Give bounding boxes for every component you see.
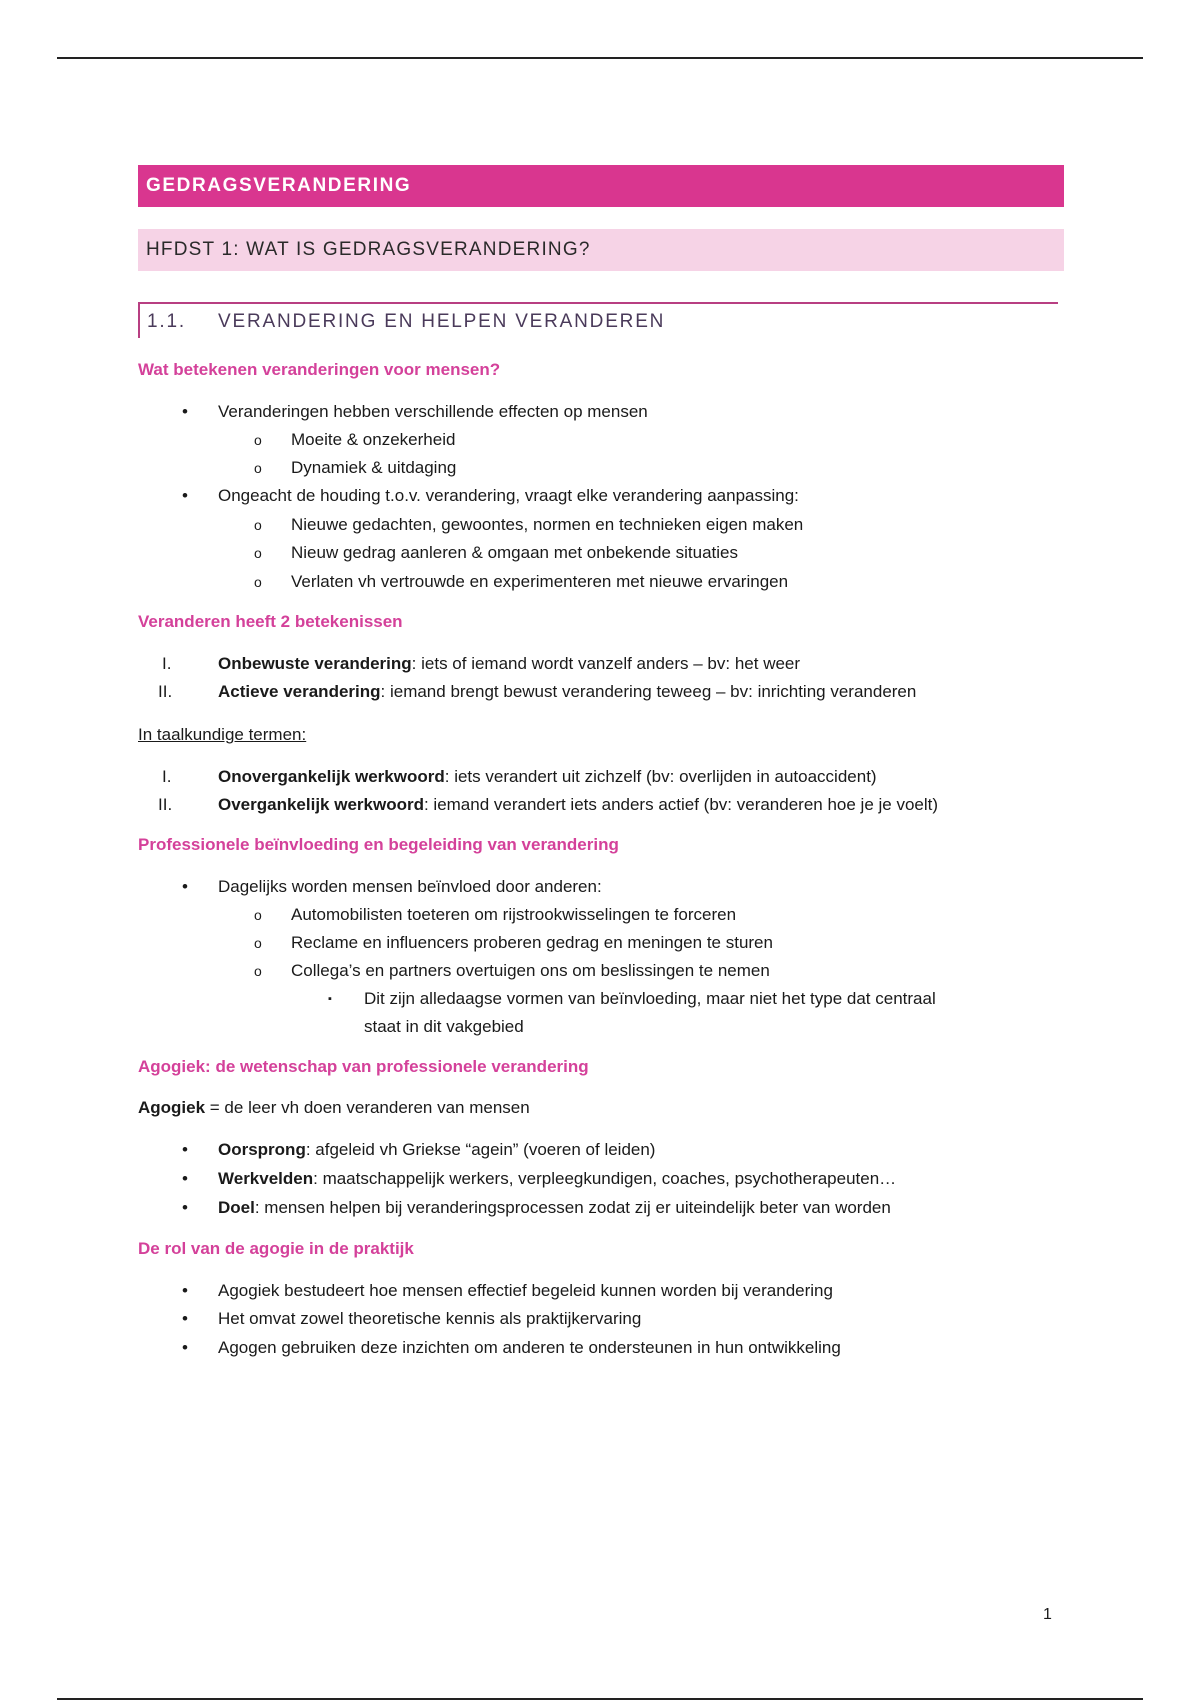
list-item: ▪ Dit zijn alledaagse vormen van beïnvloeding, maar niet het type dat centraal [328,989,936,1008]
circle-marker: o [254,460,262,476]
roman-numeral: I. [162,767,172,786]
bullet-marker: • [182,1281,188,1300]
list-item: II. Overgankelijk werkwoord: iemand verandert iets anders actief (bv: veranderen hoe je je voelt) [158,795,939,814]
list-item: o Nieuwe gedachten, gewoontes, normen en technieken eigen maken [254,515,804,534]
heading-two-meanings: Veranderen heeft 2 betekenissen [138,612,403,631]
list-item-continuation: staat in dit vakgebied [364,1017,524,1036]
subheading-language-terms: In taalkundige termen: [138,725,307,744]
list-item: I. Onbewuste verandering: iets of iemand wordt vanzelf anders – bv: het weer [162,654,801,673]
list-item: o Dynamiek & uitdaging [254,458,457,477]
list-item: I. Onovergankelijk werkwoord: iets verandert uit zichzelf (bv: overlijden in autoaccident) [162,767,877,786]
top-rule [57,57,1143,59]
agogiek-definition: Agogiek = de leer vh doen veranderen van mensen [138,1098,530,1117]
section-heading [138,302,1058,338]
list-item: o Collega’s en partners overtuigen ons om beslissingen te nemen [254,961,770,980]
circle-marker: o [254,935,262,951]
heading-agogiek: Agogiek: de wetenschap van professionele verandering [138,1057,589,1076]
list-item: • Dagelijks worden mensen beïnvloed door anderen: [182,877,602,896]
bullet-marker: • [182,402,188,421]
bullet-marker: • [182,877,188,896]
bullet-marker: • [182,1198,188,1217]
heading-changes-for-people: Wat betekenen veranderingen voor mensen? [138,360,501,379]
list-item: o Reclame en influencers proberen gedrag en meningen te sturen [254,933,773,952]
square-marker: ▪ [328,993,332,1005]
bullet-list [138,402,1064,600]
list-item: • Veranderingen hebben verschillende effecten op mensen [182,402,648,421]
circle-marker: o [254,517,262,533]
list-item: o Verlaten vh vertrouwde en experimenteren met nieuwe ervaringen [254,572,789,591]
list-item: o Moeite & onzekerheid [254,430,456,449]
heading-professional-influence: Professionele beïnvloeding en begeleiding van verandering [138,835,619,854]
section-number: 1.1. [147,311,186,332]
circle-marker: o [254,545,262,561]
chapter-heading: HFDST 1: WAT IS GEDRAGSVERANDERING? [138,229,1064,271]
bullet-list [138,1140,1064,1227]
document-body [138,165,1064,1366]
list-item: • Het omvat zowel theoretische kennis als praktijkervaring [182,1309,642,1328]
bullet-marker: • [182,1309,188,1328]
circle-marker: o [254,963,262,979]
circle-marker: o [254,432,262,448]
list-item: o Nieuw gedrag aanleren & omgaan met onbekende situaties [254,543,739,562]
bullet-marker: • [182,1169,188,1188]
bullet-marker: • [182,1338,188,1357]
roman-numeral: I. [162,654,172,673]
circle-marker: o [254,574,262,590]
roman-numeral: II. [158,682,173,701]
bullet-list [138,877,1064,1045]
circle-marker: o [254,907,262,923]
page-number: 1 [1043,1606,1052,1623]
list-item: II. Actieve verandering: iemand brengt bewust verandering teweeg – bv: inrichting veranderen [158,682,917,701]
list-item: • Oorsprong: afgeleid vh Griekse “agein” (voeren of leiden) [182,1140,656,1159]
list-item: • Agogen gebruiken deze inzichten om anderen te ondersteunen in hun ontwikkeling [182,1338,841,1357]
list-item: • Doel: mensen helpen bij veranderingsprocessen zodat zij er uiteindelijk beter van worden [182,1198,891,1217]
list-item: • Werkvelden: maatschappelijk werkers, verpleegkundigen, coaches, psychotherapeuten… [182,1169,897,1188]
list-item: • Agogiek bestudeert hoe mensen effectief begeleid kunnen worden bij verandering [182,1281,833,1300]
list-item: • Ongeacht de houding t.o.v. verandering, vraagt elke verandering aanpassing: [182,486,799,505]
bullet-marker: • [182,1140,188,1159]
bullet-list [138,1281,1064,1366]
heading-agogie-practice: De rol van de agogie in de praktijk [138,1239,414,1258]
roman-list [138,767,1064,823]
list-item: o Automobilisten toeteren om rijstrookwisselingen te forceren [254,905,737,924]
bullet-marker: • [182,486,188,505]
roman-list [138,654,1064,710]
document-title: GEDRAGSVERANDERING [138,165,1064,207]
section-title: VERANDERING EN HELPEN VERANDEREN [218,311,666,332]
roman-numeral: II. [158,795,173,814]
